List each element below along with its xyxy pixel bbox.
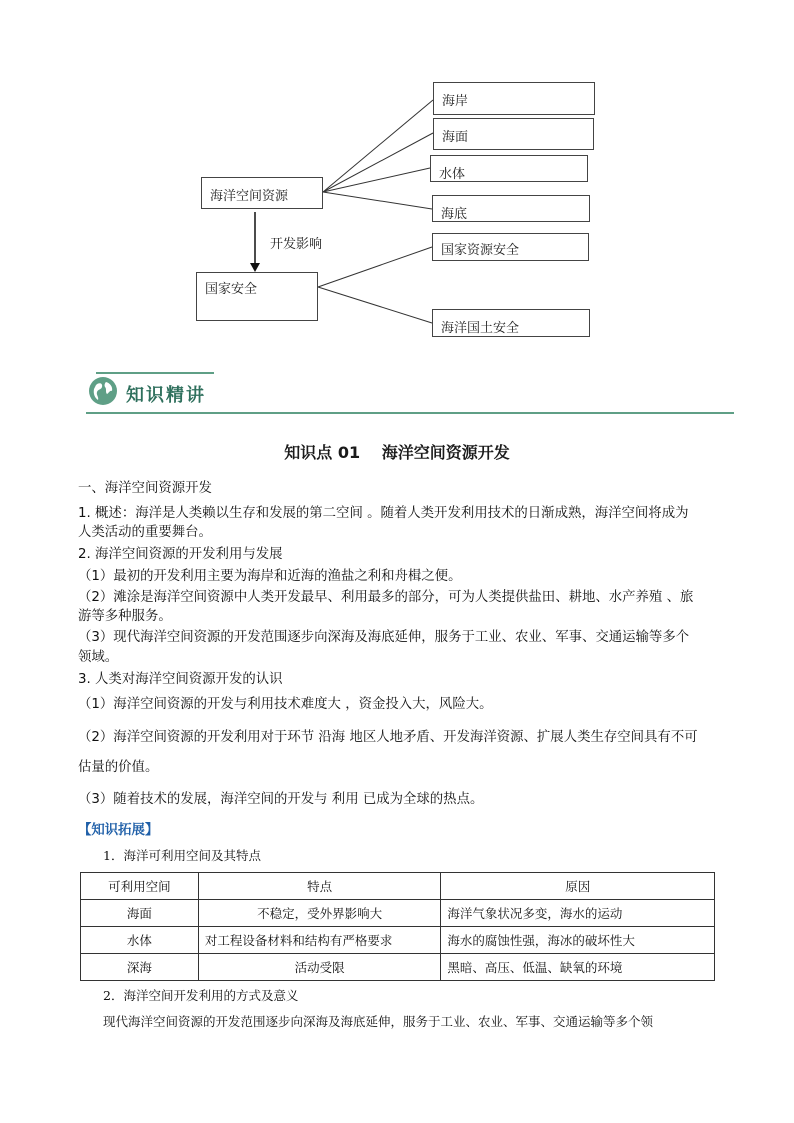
heading-title: 海洋空间资源开发 (381, 443, 510, 462)
subsection-title-3: 3. 人类对海洋空间资源开发的认识 (78, 672, 283, 687)
diagram-security-territory: 海洋国土安全 (432, 309, 590, 337)
connector-resource-security (318, 247, 432, 287)
table-cell: 海水的腐蚀性强，海冰的破坏性大 (441, 927, 715, 954)
diagram-branch-surface: 海面 (433, 118, 594, 150)
extension-title-1: 1．海洋可利用空间及其特点 (103, 848, 261, 863)
item-3-3: （3）随着技术的发展，海洋空间的开发与 利用 已成为全球的热点。 (78, 792, 484, 807)
knowledge-point-heading (0, 440, 794, 463)
item-3-2-line-1: （2）海洋空间资源的开发利用对于环节 沿海 地区人地矛盾、开发海洋资源、扩展人类生存空间具有不可 (78, 730, 698, 745)
table-cell: 不稳定，受外界影响大 (198, 900, 441, 927)
overview-line-1: 1. 概述：海洋是人类赖以生存和发展的第二空间 。随着人类开发利用技术的日渐成熟，海洋空间将成为 (78, 506, 689, 521)
item-3-2-line-2: 估量的价值。 (78, 760, 159, 775)
diagram-branch-water: 水体 (430, 155, 588, 182)
item-2-3-line-2: 领域。 (78, 650, 119, 665)
item-3-1: （1）海洋空间资源的开发与利用技术难度大 ，资金投入大，风险大。 (78, 697, 493, 712)
globe-icon (88, 376, 118, 406)
space-feature-table (80, 872, 715, 981)
table-cell: 深海 (81, 954, 199, 981)
subsection-title-2: 2. 海洋空间资源的开发利用与发展 (78, 547, 283, 562)
develop-arrow-head (250, 263, 260, 272)
table-cell: 活动受限 (198, 954, 441, 981)
diagram-connectors (0, 0, 794, 360)
table-cell: 对工程设备材料和结构有严格要求 (198, 927, 441, 954)
banner-top-rule (96, 372, 214, 374)
connector-seabed (323, 192, 432, 209)
table-cell: 黑暗、高压、低温、缺氧的环境 (441, 954, 715, 981)
diagram-root-node: 海洋空间资源 (201, 177, 323, 209)
table-header-cell: 特点 (198, 873, 441, 900)
connector-coast (323, 100, 433, 192)
extension-text-1: 现代海洋空间资源的开发范围逐步向深海及海底延伸，服务于工业、农业、军事、交通运输等多个领 (103, 1014, 654, 1029)
table-row (81, 900, 715, 927)
diagram-security-resource: 国家资源安全 (432, 233, 589, 261)
item-2-1: （1）最初的开发利用主要为海岸和近海的渔盐之利和舟楫之便。 (78, 569, 462, 584)
table-header-cell: 原因 (441, 873, 715, 900)
diagram-branch-coast: 海岸 (433, 82, 595, 115)
diagram-branch-seabed: 海底 (432, 195, 590, 222)
overview-line-2: 人类活动的重要舞台。 (78, 525, 212, 540)
item-2-2-line-2: 游等多种服务。 (78, 609, 172, 624)
table-row (81, 927, 715, 954)
heading-label: 知识点 01 (284, 443, 361, 462)
table-header-cell: 可利用空间 (81, 873, 199, 900)
extension-tag: 【知识拓展】 (78, 823, 159, 838)
table-header-row (81, 873, 715, 900)
connector-surface (323, 133, 433, 192)
diagram-security-node: 国家安全 (196, 272, 318, 321)
item-2-2-line-1: （2）滩涂是海洋空间资源中人类开发最早、利用最多的部分，可为人类提供盐田、耕地、水产养殖 、旅 (78, 590, 694, 605)
table-cell: 水体 (81, 927, 199, 954)
table-row (81, 954, 715, 981)
diagram-edge-label: 开发影响 (270, 237, 323, 252)
connector-water (323, 168, 430, 192)
banner-title: 知识精讲 (126, 385, 206, 406)
section-title: 一、海洋空间资源开发 (78, 481, 212, 496)
table-cell: 海洋气象状况多变，海水的运动 (441, 900, 715, 927)
extension-title-2: 2．海洋空间开发利用的方式及意义 (103, 988, 299, 1003)
connector-territory-security (318, 287, 432, 323)
section-banner (86, 372, 734, 414)
item-2-3-line-1: （3）现代海洋空间资源的开发范围逐步向深海及海底延伸，服务于工业、农业、军事、交通运输等多个 (78, 630, 690, 645)
table-cell: 海面 (81, 900, 199, 927)
banner-underline (86, 412, 734, 414)
